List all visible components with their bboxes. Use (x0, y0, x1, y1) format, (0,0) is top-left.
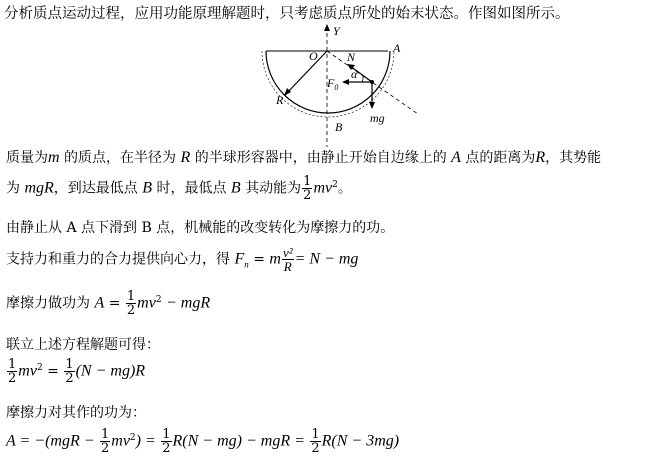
paragraph-mass-line1: 质量为m 的质点，在半径为 R 的半球形容器中，由静止开始自边缘上的 A 点的距离为R，其势能 (6, 149, 602, 166)
label-mg: mg (370, 111, 385, 125)
paragraph-mass-line2: 为 mgR，到达最低点 B 时，最低点 B 其动能为 $\frac{1}{2}$ $mv^2$。 (6, 174, 352, 203)
label-N: N (347, 50, 356, 64)
label-A: A (393, 41, 401, 55)
paragraph-centripetal: 支持力和重力的合力提供向心力，得 $F_n = m$ $\frac{\text{v²}}{R}$ = N − mg (6, 245, 359, 274)
label-alpha: α (351, 67, 358, 81)
paragraph-combine: 联立上述方程解题可得： (6, 337, 160, 353)
label-Y: Y (333, 24, 340, 38)
label-F0: $F_0$ (327, 76, 339, 92)
paragraph-friction-result: 摩擦力对其作的功为： (6, 405, 146, 421)
paragraph-friction-work: 摩擦力做功为 A = $\frac{1}{2}$ $mv^2$ − mgR (6, 289, 211, 318)
equation-final: A = −(mgR − $\frac{1}{2}$ $mv^2$) = $\frac{1}{2}$ R(N − mg) − mgR = $\frac{1}{2}$ R(N − 3mg) (6, 427, 400, 456)
label-O: O (309, 49, 318, 63)
paragraph-energy-change: 由静止从 A 点下滑到 B 点，机械能的改变转化为摩擦力的功。 (6, 220, 395, 236)
label-B: B (335, 120, 343, 134)
label-R: R (276, 93, 284, 107)
intro-text: 分析质点运动过程，应用功能原理解题时，只考虑质点所处的始末状态。作图如图所示。 (4, 6, 570, 22)
equation-kinetic: $\frac{1}{2}$ $mv^2$ = $\frac{1}{2}$ (N − mg)R (8, 357, 146, 386)
hemisphere-diagram (0, 22, 671, 157)
